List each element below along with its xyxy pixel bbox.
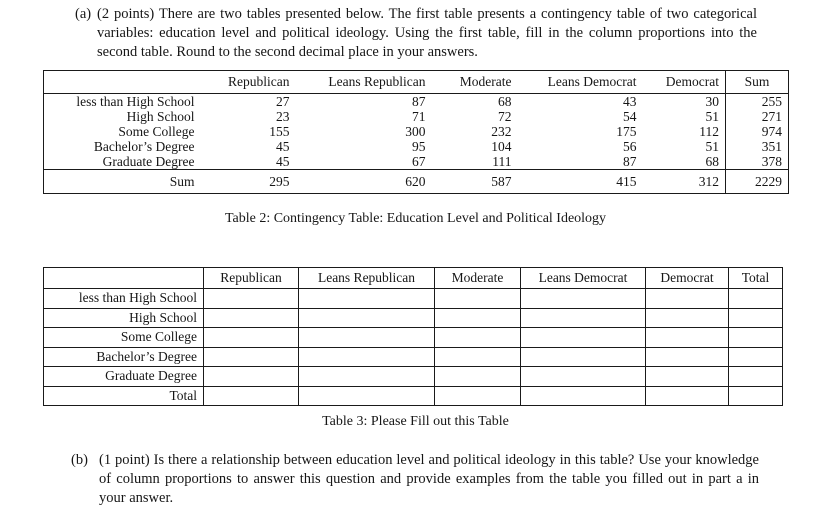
- table-row: [44, 308, 783, 328]
- fill-cell: [204, 367, 299, 387]
- table-cell: 87: [623, 154, 637, 169]
- table-cell: 30: [705, 94, 719, 109]
- fill-cell: [204, 289, 299, 309]
- fill-cell: [729, 308, 783, 328]
- table-cell: 43: [623, 94, 637, 109]
- table-cell: 45: [276, 139, 290, 154]
- fill-cell: [521, 347, 646, 367]
- row-label: less than High School: [76, 94, 195, 109]
- contingency-table: [43, 70, 789, 194]
- fill-cell: [435, 289, 521, 309]
- column-header: Total: [729, 268, 783, 289]
- fill-cell: [521, 328, 646, 348]
- table-cell: 51: [705, 109, 719, 124]
- table2-caption: Table 2: Contingency Table: Education Level and Political Ideology: [224, 211, 607, 226]
- fill-cell: [521, 289, 646, 309]
- table-cell: 95: [412, 139, 426, 154]
- row-label: Bachelor’s Degree: [93, 139, 195, 154]
- table-cell: 312: [643, 170, 726, 194]
- table-cell: 72: [498, 109, 512, 124]
- table-cell: 67: [412, 154, 426, 169]
- table-cell: 415: [518, 170, 643, 194]
- table-cell: 271: [726, 109, 789, 124]
- column-header: Moderate: [432, 71, 518, 94]
- fill-cell: [299, 367, 435, 387]
- fill-cell: [435, 308, 521, 328]
- fill-cell: [729, 347, 783, 367]
- table-cell: 295: [201, 170, 296, 194]
- fill-cell: [646, 328, 729, 348]
- part-a-text: (2 points) There are two tables presented below. The first table presents a contingency table of two categorical variables: education level and political ideology. Using the first table, fill in the column proportions into the second table. Round to the second decimal place in your answers.: [97, 6, 757, 60]
- contingency-table-body: [44, 94, 789, 194]
- table-cell: 620: [296, 170, 432, 194]
- table-row: [44, 154, 789, 170]
- column-header: Republican: [204, 268, 299, 289]
- fill-cell: [646, 386, 729, 406]
- corner-cell: [44, 268, 204, 289]
- fill-cell: [729, 328, 783, 348]
- fill-cell: [299, 308, 435, 328]
- sum-row: [44, 170, 789, 194]
- table-row: [44, 124, 789, 139]
- fill-cell: [646, 308, 729, 328]
- fill-cell: [204, 347, 299, 367]
- part-b-label: (b): [71, 452, 88, 468]
- table-row: [44, 367, 783, 387]
- table-cell: 175: [616, 124, 637, 139]
- column-header: Leans Democrat: [521, 268, 646, 289]
- column-header: Sum: [726, 71, 789, 94]
- table-row: [44, 109, 789, 124]
- fill-cell: [646, 347, 729, 367]
- corner-cell: [44, 71, 201, 94]
- table-cell: 974: [726, 124, 789, 139]
- fill-cell: [299, 289, 435, 309]
- table-cell: 71: [412, 109, 426, 124]
- fill-cell: [299, 347, 435, 367]
- fill-cell: [729, 367, 783, 387]
- table-cell: 351: [726, 139, 789, 154]
- fill-cell: [435, 367, 521, 387]
- fill-cell: [521, 308, 646, 328]
- table-row: [44, 289, 783, 309]
- fill-in-table-header-row: [44, 268, 783, 289]
- row-label: Graduate Degree: [102, 154, 195, 169]
- table-cell: 378: [726, 154, 789, 170]
- table-cell: 255: [726, 94, 789, 110]
- contingency-table-header-row: [44, 71, 789, 94]
- column-header: Democrat: [643, 71, 726, 94]
- column-header: Moderate: [435, 268, 521, 289]
- table-cell: 54: [623, 109, 637, 124]
- column-header: Republican: [201, 71, 296, 94]
- fill-cell: [435, 347, 521, 367]
- row-label: Some College: [44, 328, 204, 348]
- fill-cell: [729, 289, 783, 309]
- table-cell: 232: [491, 124, 512, 139]
- table-cell: 155: [269, 124, 290, 139]
- fill-cell: [299, 386, 435, 406]
- row-label: High School: [44, 308, 204, 328]
- table-cell: 68: [498, 94, 512, 109]
- column-header: Leans Republican: [296, 71, 432, 94]
- table-cell: 111: [492, 154, 512, 169]
- fill-cell: [204, 308, 299, 328]
- table-cell: 2229: [726, 170, 789, 194]
- fill-cell: [204, 328, 299, 348]
- table-cell: 112: [699, 124, 719, 139]
- row-label: Bachelor’s Degree: [44, 347, 204, 367]
- fill-cell: [646, 289, 729, 309]
- table-row: [44, 328, 783, 348]
- fill-cell: [204, 386, 299, 406]
- table-cell: 51: [705, 139, 719, 154]
- row-label: Sum: [44, 170, 201, 194]
- table-cell: 300: [405, 124, 426, 139]
- row-label: High School: [126, 109, 195, 124]
- fill-cell: [646, 367, 729, 387]
- row-label: Some College: [118, 124, 195, 139]
- fill-cell: [299, 328, 435, 348]
- table-cell: 27: [276, 94, 290, 109]
- table-row: [44, 94, 789, 110]
- table-row: [44, 139, 789, 154]
- table3-caption: Table 3: Please Fill out this Table: [322, 414, 509, 429]
- row-label: Graduate Degree: [44, 367, 204, 387]
- table-row: [44, 386, 783, 406]
- table-row: [44, 347, 783, 367]
- table-cell: 104: [491, 139, 512, 154]
- row-label: Total: [44, 386, 204, 406]
- column-header: Democrat: [646, 268, 729, 289]
- table-cell: 23: [276, 109, 290, 124]
- fill-cell: [435, 328, 521, 348]
- table-cell: 45: [276, 154, 290, 169]
- fill-in-table: [43, 267, 783, 406]
- column-header: Leans Republican: [299, 268, 435, 289]
- table-cell: 68: [705, 154, 719, 169]
- fill-cell: [729, 386, 783, 406]
- column-header: Leans Democrat: [518, 71, 643, 94]
- row-label: less than High School: [44, 289, 204, 309]
- fill-cell: [521, 367, 646, 387]
- part-a-label: (a): [75, 6, 92, 22]
- table-cell: 87: [412, 94, 426, 109]
- table-cell: 587: [432, 170, 518, 194]
- table-cell: 56: [623, 139, 637, 154]
- fill-in-table-body: [44, 289, 783, 406]
- fill-cell: [521, 386, 646, 406]
- part-b-text: (1 point) Is there a relationship between education level and political ideology in this table? Use your knowledge of column proportions to answer this question and provide examples from the table you filled out in part a in your answer.: [99, 452, 759, 506]
- fill-cell: [435, 386, 521, 406]
